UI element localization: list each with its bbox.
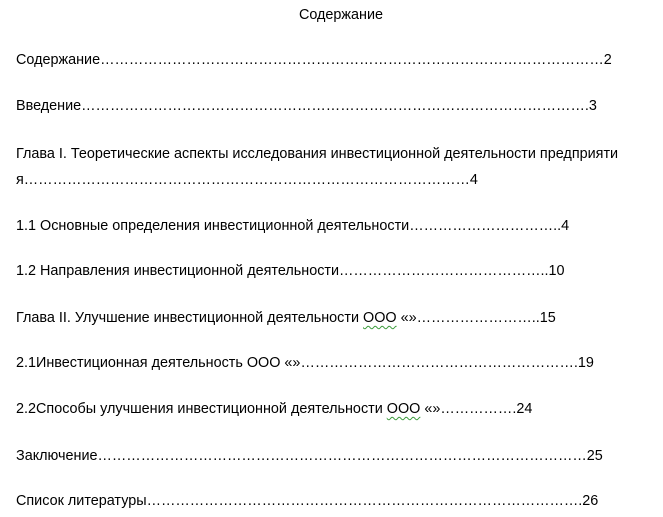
toc-entry: 1.1 Основные определения инвестиционной деятельности…………………………..4 xyxy=(16,218,570,234)
toc-entry: Содержание……………………………………………………………………………………………2 xyxy=(16,52,612,68)
toc-entry: Заключение…………………………………………………………………………………………25 xyxy=(16,448,603,464)
toc-entry: Введение…………………………………………………………………………………………….3 xyxy=(16,98,597,114)
toc-entry-line: я…………………………………………………………………………………4 xyxy=(16,172,478,188)
toc-entry: 2.1Инвестиционная деятельность ООО «»………………………………………………….19 xyxy=(16,355,594,371)
toc-entry-text: 2.2Способы улучшения инвестиционной деятельности xyxy=(16,401,387,417)
toc-entry xyxy=(16,309,556,327)
spellcheck-underline: ООО xyxy=(386,401,421,417)
toc-entry-line: Глава I. Теоретические аспекты исследования инвестиционной деятельности предприяти xyxy=(16,146,619,162)
spellcheck-underline: ООО xyxy=(363,310,397,326)
toc-entry: 1.2 Направления инвестиционной деятельности……………………………………..10 xyxy=(16,263,565,279)
toc-heading: Содержание xyxy=(298,7,384,23)
toc-entry xyxy=(16,400,532,418)
toc-entry-text: «»……………………..15 xyxy=(396,310,556,326)
toc-entry: Список литературы……………………………………………………………………………….26 xyxy=(16,493,599,509)
toc-entry xyxy=(16,141,618,193)
toc-entry-text: «»…………….24 xyxy=(420,401,533,417)
toc-entry-text: Глава II. Улучшение инвестиционной деятельности xyxy=(16,310,363,326)
